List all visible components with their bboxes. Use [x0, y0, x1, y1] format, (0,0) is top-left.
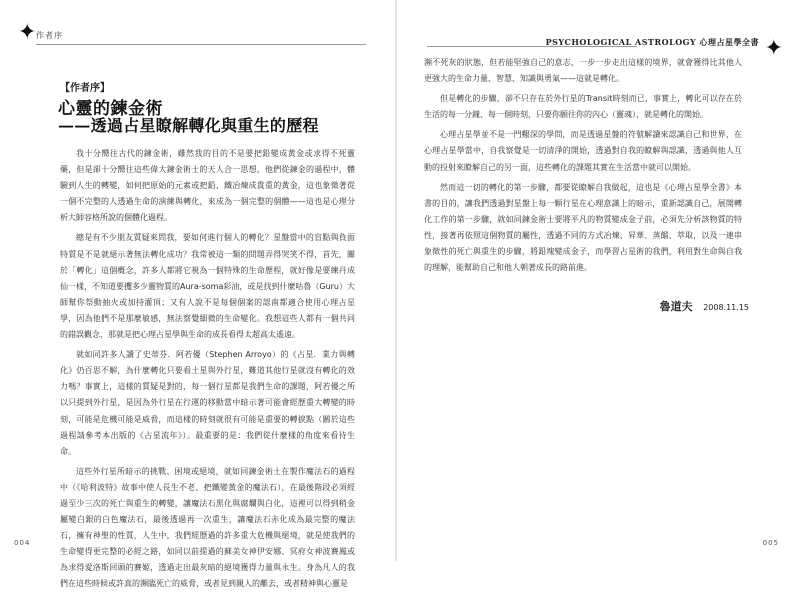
- paragraph: 瀕不死灰的狀態，但若能堅強自己的意志，一步一步走出這樣的境界，就會獲得比其他人更強大的生命力量、智慧、知識與勇氣——這就是轉化。: [424, 58, 742, 84]
- header-rule: [36, 44, 366, 45]
- star-ornament-icon: ✦: [18, 20, 37, 45]
- paragraph: 我十分嚮往古代的鍊金術，雖然我的目的不是要把鉛變成黃金或求得不死靈藥，但是卻十分嚮往這些偉大鍊金術士的天人合一思想，他們從鍊金的過程中，體驗到人生的轉變，如何把原始的元素或把鉛、鐵冶煉成貴重的黃金，這也象徵著從一個不完整的人透過生命的演練與轉化，來成為一個完整的個體——這也是心理分析大師容格所說的個體化過程。: [60, 149, 355, 223]
- page-number: 004: [14, 539, 31, 547]
- signature-name: 魯道夫: [659, 300, 693, 313]
- signature-date: 2008.11.15: [703, 303, 749, 312]
- paragraph: 這些外行星所暗示的挑戰、困境或絕境，就如同鍊金術士在製作魔法石的過程中（《哈利波特》故事中使人長生不老、把鐵變黃金的魔法石），在最後階段必須經過至少三次的死亡與重生的轉變，讓魔法石黑化與腐爛與白化，這裡可以得到稍金屬變白銀的白色魔法石，最後透過再一次重生，讓魔法石赤化成為最完整的魔法石，擁有神聖的性質，人生中，我們經歷過的許多重大危機與絕境，就是使我們的生命變得更完整的必經之路，如同以前提過的蘇美女神伊安娜、冥府女神波賽鳳或為求得愛洛斯回頭的賽姬，透過走出最灰暗的絕境獲得力量與永生。身為凡人的我們在這些時候或許真的瀕臨死亡的威脅，或者見到親人的離去，或者精神與心靈是: [60, 466, 355, 589]
- body-text: [60, 146, 355, 597]
- star-ornament-icon: ✦: [764, 36, 783, 61]
- paragraph: 心理占星學並不是一門艱深的學問，而是透過星盤的符號解讀來認識自己和世界，在心理占星學當中，自我察覺是一切清淨的開始，透過對自我的瞭解與認識，透過與他人互動的投射來瞭解自己的另一面，這些轉化的課題其實在生活當中就可以開始。: [424, 130, 742, 172]
- left-page: [0, 0, 396, 589]
- running-header-left: 作者序: [36, 31, 63, 40]
- paragraph: 就如同許多人讀了史蒂芬．阿若優（Stephen Arroyo）的《占星．業力與轉化》仍百思不解，為什麼轉化只要看土星與外行星，難道其他行星就沒有轉化的效力嗎？事實上，這樣的質疑是對的，每一個行星都是我們生命的課題，阿若優之所以只提到外行星，是因為外行星在行運的移動當中暗示著可能會經歷重大轉變的時刻，可能是危機可能是威脅，而這樣的時刻就很有可能是重要的轉捩點（關於這些過程請參考本出版的《占星流年》）。最重要的是：我們從什麼樣的角度來看待生命。: [60, 350, 355, 456]
- page-title: 心靈的鍊金術: [58, 99, 163, 119]
- page-subtitle: ——透過占星瞭解轉化與重生的歷程: [58, 116, 319, 135]
- paragraph: 但是轉化的步驟，卻不只存在於外行星的Transit時刻而已，事實上，轉化可以存在於生活的每一分鐘、每一個時刻，只要你願往你的內心（靈魂），就是轉化的開始。: [424, 94, 742, 120]
- body-text: [424, 55, 742, 280]
- section-tag: 【作者序】: [60, 83, 110, 94]
- signature: [660, 298, 749, 314]
- paragraph: 總是有不少朋友質疑來問我，要如何進行個人的轉化？星盤當中的盲點與負面特質是不是就絕示著無法轉化成功？我常被這一類的問題弄得哭笑不得，首先，關於「轉化」這個概念，許多人都將它視為一個特殊的生命歷程，就好像是要練丹成仙一樣，不知道要攫多少靈物質的Aura-soma彩油，或是找到什麼咕魯（Guru）大師幫你祭動抽火或加持灌頂；又有人說不是每個個案的認南都適合使用心理占星學，因為他們不是那麼敏感，無法察覺細微的生命變化。我想這些人都有一個共同的錯誤觀念，那就是把心理占星學與生命的成長看得太超高太遙遠。: [60, 233, 356, 340]
- paragraph: 然而這一切的轉化的第一步驟，都要從瞭解自我做起，這也是《心理占星學全書》本書的目的，讓我們透過對星盤上每一顆行星在心理意識上的暗示，重新認識自己，展開轉化工作的第一步驟，就如同鍊金術士要將平凡的物質變成金子前，必須先分析該物質的特性，接著再依照這個物質的屬性，透過不同的方式冶煉、昇華、蒸餾、萃取，以及一連串象徵性的死亡與重生的步驟，將鉛塊變成金子，而學習占星術的我們，利用對生命與自我的理解，能幫助自己和他人朝著成長的路前進。: [424, 182, 742, 273]
- running-header-right: PSYCHOLOGICAL ASTROLOGY 心理占星學全書: [545, 37, 759, 47]
- right-page: [397, 0, 793, 561]
- page-number: 005: [762, 539, 779, 547]
